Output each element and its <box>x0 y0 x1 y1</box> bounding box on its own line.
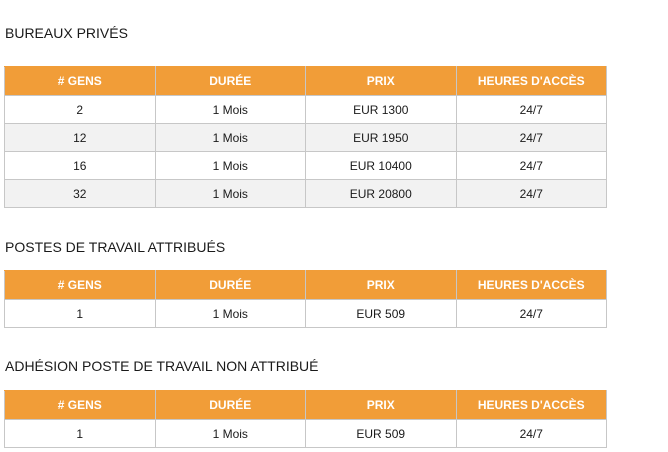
table-row <box>5 96 607 124</box>
cell-duration: 1 Mois <box>155 96 306 124</box>
cell-price: EUR 1950 <box>306 124 457 152</box>
table-row <box>5 124 607 152</box>
header-cell-people: # GENS <box>5 391 156 420</box>
cell-access-hours: 24/7 <box>456 300 607 328</box>
cell-duration: 1 Mois <box>155 124 306 152</box>
header-cell-access-hours: HEURES D'ACCÈS <box>456 271 607 300</box>
cell-price: EUR 1300 <box>306 96 457 124</box>
header-cell-price: PRIX <box>306 391 457 420</box>
cell-price: EUR 509 <box>306 420 457 448</box>
table-header-row <box>5 271 607 300</box>
header-cell-duration: DURÉE <box>155 67 306 96</box>
header-cell-people: # GENS <box>5 271 156 300</box>
cell-price: EUR 10400 <box>306 152 457 180</box>
header-cell-people: # GENS <box>5 67 156 96</box>
header-cell-duration: DURÉE <box>155 391 306 420</box>
pricing-table-bureaux-prives <box>4 66 607 208</box>
pricing-table-postes-attribues <box>4 270 607 328</box>
cell-duration: 1 Mois <box>155 152 306 180</box>
table-row <box>5 300 607 328</box>
section-title-bureaux-prives: BUREAUX PRIVÉS <box>5 25 128 41</box>
cell-people: 1 <box>5 300 156 328</box>
table-row <box>5 152 607 180</box>
cell-price: EUR 509 <box>306 300 457 328</box>
cell-access-hours: 24/7 <box>456 420 607 448</box>
cell-price: EUR 20800 <box>306 180 457 208</box>
header-cell-duration: DURÉE <box>155 271 306 300</box>
table-header-row <box>5 67 607 96</box>
cell-duration: 1 Mois <box>155 180 306 208</box>
cell-people: 16 <box>5 152 156 180</box>
cell-access-hours: 24/7 <box>456 96 607 124</box>
header-cell-access-hours: HEURES D'ACCÈS <box>456 391 607 420</box>
header-cell-price: PRIX <box>306 67 457 96</box>
section-title-poste-non-attribue: ADHÉSION POSTE DE TRAVAIL NON ATTRIBUÉ <box>5 358 319 374</box>
section-title-postes-attribues: POSTES DE TRAVAIL ATTRIBUÉS <box>5 239 226 255</box>
table-row <box>5 420 607 448</box>
cell-people: 12 <box>5 124 156 152</box>
cell-access-hours: 24/7 <box>456 180 607 208</box>
cell-access-hours: 24/7 <box>456 152 607 180</box>
pricing-table-poste-non-attribue <box>4 390 607 448</box>
header-cell-access-hours: HEURES D'ACCÈS <box>456 67 607 96</box>
cell-duration: 1 Mois <box>155 420 306 448</box>
header-cell-price: PRIX <box>306 271 457 300</box>
cell-people: 1 <box>5 420 156 448</box>
cell-people: 32 <box>5 180 156 208</box>
cell-duration: 1 Mois <box>155 300 306 328</box>
table-row <box>5 180 607 208</box>
cell-people: 2 <box>5 96 156 124</box>
table-header-row <box>5 391 607 420</box>
cell-access-hours: 24/7 <box>456 124 607 152</box>
